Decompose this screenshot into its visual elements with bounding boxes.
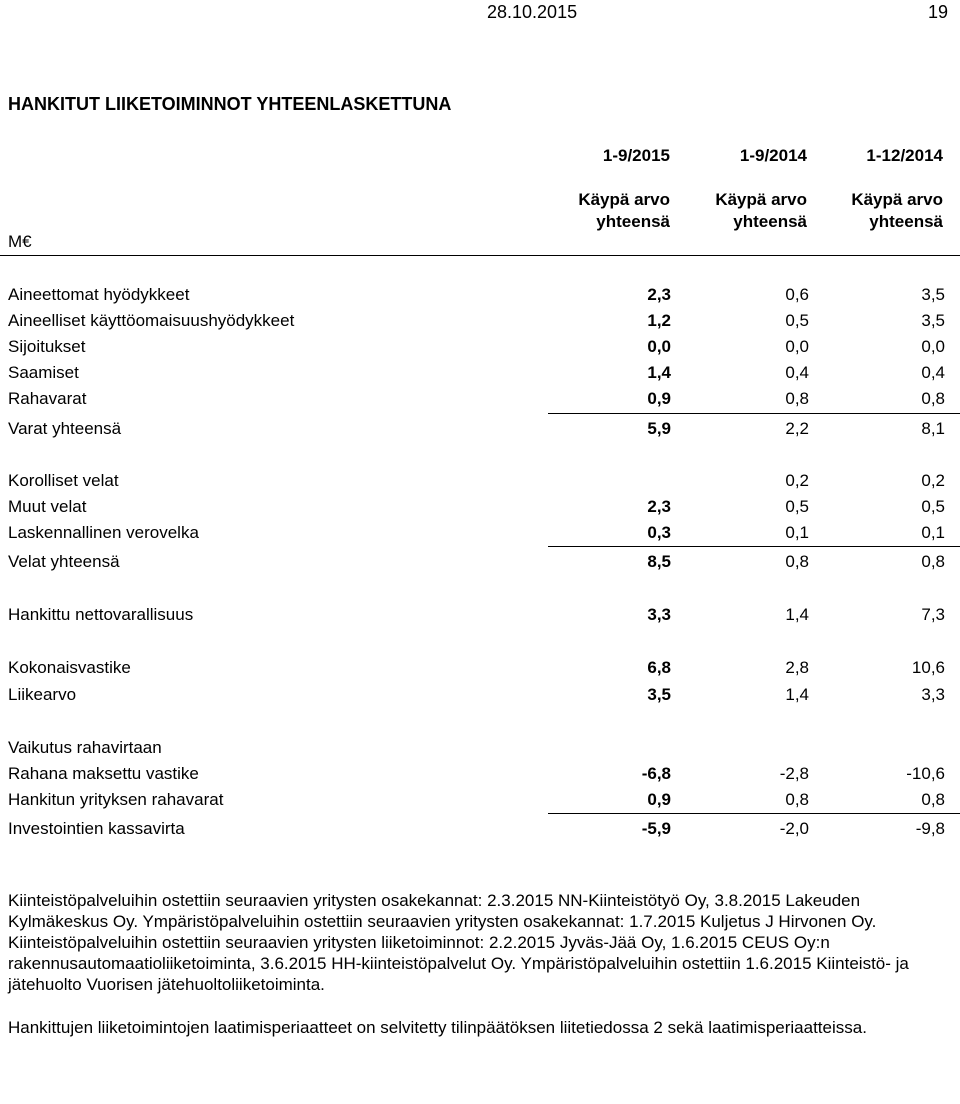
note-accounting-principles: Hankittujen liiketoimintojen laatimisperiaatteet on selvitetty tilinpäätöksen liitetiedossa 2 sekä laatimisperiaatteissa. bbox=[8, 1018, 867, 1037]
value-2014-9m: 2,2 bbox=[785, 419, 809, 438]
table-row bbox=[0, 685, 960, 711]
column-sub-2-line2: yhteensä bbox=[733, 212, 807, 231]
row-label: Velat yhteensä bbox=[8, 552, 120, 571]
row-label: Hankitun yrityksen rahavarat bbox=[8, 790, 224, 809]
value-2014-12m: 7,3 bbox=[921, 605, 945, 624]
value-2014-12m: 0,8 bbox=[921, 790, 945, 809]
value-2015: -6,8 bbox=[641, 764, 671, 783]
value-2014-9m: 0,1 bbox=[785, 523, 809, 542]
page-number: 19 bbox=[928, 2, 949, 22]
value-2014-12m: 0,2 bbox=[921, 471, 945, 490]
value-2015: 6,8 bbox=[647, 658, 671, 677]
value-2015: 0,3 bbox=[647, 523, 671, 542]
value-2014-9m: -2,8 bbox=[779, 764, 809, 783]
row-label: Vaikutus rahavirtaan bbox=[8, 738, 162, 757]
value-2015: 8,5 bbox=[647, 552, 671, 571]
table-row bbox=[0, 419, 960, 445]
value-2014-9m: 0,4 bbox=[785, 363, 809, 382]
table-row bbox=[0, 764, 960, 790]
table-row bbox=[0, 389, 960, 415]
value-2015: 2,3 bbox=[647, 497, 671, 516]
value-2015: 0,0 bbox=[647, 337, 671, 356]
value-2014-12m: 0,0 bbox=[921, 337, 945, 356]
value-2015: 3,5 bbox=[647, 685, 671, 704]
unit-label: M€ bbox=[8, 232, 32, 251]
value-2014-12m: 3,5 bbox=[921, 285, 945, 304]
row-label: Kokonaisvastike bbox=[8, 658, 131, 677]
value-2015: 5,9 bbox=[647, 419, 671, 438]
note-business-acquisitions: Kiinteistöpalveluihin ostettiin seuraavien yritysten liiketoiminnot: 2.2.2015 Jyväs-Jää Oy, 1.6.2015 CEUS Oy:n rakennusautomaatioliiketoiminta, 3.6.2015 HH-kiinteistöpalvelut Oy. Ympäristöpalveluihin ostettiin 1.6.2015 Kiinteistö- ja jätehuolto Vuorisen jätehuoltoliiketoiminta. bbox=[8, 933, 909, 994]
column-period-3: 1-12/2014 bbox=[866, 146, 943, 165]
row-label: Hankittu nettovarallisuus bbox=[8, 605, 194, 624]
value-2015: 1,4 bbox=[647, 363, 671, 382]
column-sub-3-line2: yhteensä bbox=[869, 212, 943, 231]
value-2014-9m: -2,0 bbox=[779, 819, 809, 838]
column-sub-3-line1: Käypä arvo bbox=[851, 190, 943, 209]
table-row bbox=[0, 471, 960, 497]
value-2015: 0,9 bbox=[647, 389, 671, 408]
row-label: Rahana maksettu vastike bbox=[8, 764, 199, 783]
table-row bbox=[0, 738, 960, 764]
table-row bbox=[0, 337, 960, 363]
table-row bbox=[0, 311, 960, 337]
row-label: Varat yhteensä bbox=[8, 419, 122, 438]
value-2014-9m: 0,8 bbox=[785, 790, 809, 809]
row-label: Rahavarat bbox=[8, 389, 87, 408]
header-date: 28.10.2015 bbox=[487, 2, 578, 22]
value-2014-12m: 10,6 bbox=[911, 658, 945, 677]
table-row bbox=[0, 605, 960, 631]
value-2014-12m: 0,4 bbox=[921, 363, 945, 382]
table-row bbox=[0, 819, 960, 845]
value-2015: 2,3 bbox=[647, 285, 671, 304]
value-2014-9m: 0,5 bbox=[785, 497, 809, 516]
note-share-acquisitions: Kiinteistöpalveluihin ostettiin seuraavien yritysten osakekannat: 2.3.2015 NN-Kiinteistötyö Oy, 3.8.2015 Lakeuden Kylmäkeskus Oy. Ympäristöpalveluihin ostettiin seuraavien yritysten osakekannat: 1.7.2015 Kuljetus J Hirvonen Oy. bbox=[8, 891, 877, 931]
table-row bbox=[0, 658, 960, 684]
row-label: Korolliset velat bbox=[8, 471, 119, 490]
value-2014-12m: 3,5 bbox=[921, 311, 945, 330]
value-2015: 1,2 bbox=[647, 311, 671, 330]
column-sub-1-line2: yhteensä bbox=[596, 212, 670, 231]
table-row bbox=[0, 363, 960, 389]
value-2014-12m: 0,5 bbox=[921, 497, 945, 516]
subtotal-divider bbox=[548, 413, 960, 414]
value-2014-9m: 0,8 bbox=[785, 389, 809, 408]
column-sub-2 bbox=[657, 189, 807, 233]
table-row bbox=[0, 552, 960, 578]
value-2014-12m: 3,3 bbox=[921, 685, 945, 704]
column-period-2: 1-9/2014 bbox=[739, 146, 807, 165]
value-2014-12m: -9,8 bbox=[915, 819, 945, 838]
subtotal-divider bbox=[548, 813, 960, 814]
column-sub-1-line1: Käypä arvo bbox=[578, 190, 670, 209]
row-label: Aineettomat hyödykkeet bbox=[8, 285, 190, 304]
value-2014-9m: 0,2 bbox=[785, 471, 809, 490]
row-label: Aineelliset käyttöomaisuushyödykkeet bbox=[8, 311, 295, 330]
value-2014-9m: 0,0 bbox=[785, 337, 809, 356]
subtotal-divider bbox=[548, 546, 960, 547]
column-sub-3 bbox=[793, 189, 943, 233]
row-label: Muut velat bbox=[8, 497, 87, 516]
value-2014-12m: 8,1 bbox=[921, 419, 945, 438]
column-period-1: 1-9/2015 bbox=[602, 146, 670, 165]
column-sub-1 bbox=[520, 189, 670, 233]
value-2014-12m: 0,8 bbox=[921, 389, 945, 408]
value-2014-12m: 0,1 bbox=[921, 523, 945, 542]
value-2014-9m: 2,8 bbox=[785, 658, 809, 677]
value-2014-12m: 0,8 bbox=[921, 552, 945, 571]
row-label: Saamiset bbox=[8, 363, 79, 382]
value-2014-9m: 1,4 bbox=[785, 605, 809, 624]
value-2015: 0,9 bbox=[647, 790, 671, 809]
notes bbox=[8, 890, 956, 1038]
value-2014-9m: 0,5 bbox=[785, 311, 809, 330]
table-row bbox=[0, 497, 960, 523]
row-label: Sijoitukset bbox=[8, 337, 86, 356]
value-2014-9m: 0,8 bbox=[785, 552, 809, 571]
value-2015: 3,3 bbox=[647, 605, 671, 624]
row-label: Laskennallinen verovelka bbox=[8, 523, 199, 542]
column-sub-2-line1: Käypä arvo bbox=[715, 190, 807, 209]
row-label: Liikearvo bbox=[8, 685, 77, 704]
value-2014-12m: -10,6 bbox=[906, 764, 945, 783]
header-divider bbox=[0, 255, 960, 256]
value-2014-9m: 1,4 bbox=[785, 685, 809, 704]
table-row bbox=[0, 285, 960, 311]
page-title: HANKITUT LIIKETOIMINNOT YHTEENLASKETTUNA bbox=[8, 94, 452, 114]
value-2014-9m: 0,6 bbox=[785, 285, 809, 304]
row-label: Investointien kassavirta bbox=[8, 819, 185, 838]
value-2015: -5,9 bbox=[641, 819, 671, 838]
